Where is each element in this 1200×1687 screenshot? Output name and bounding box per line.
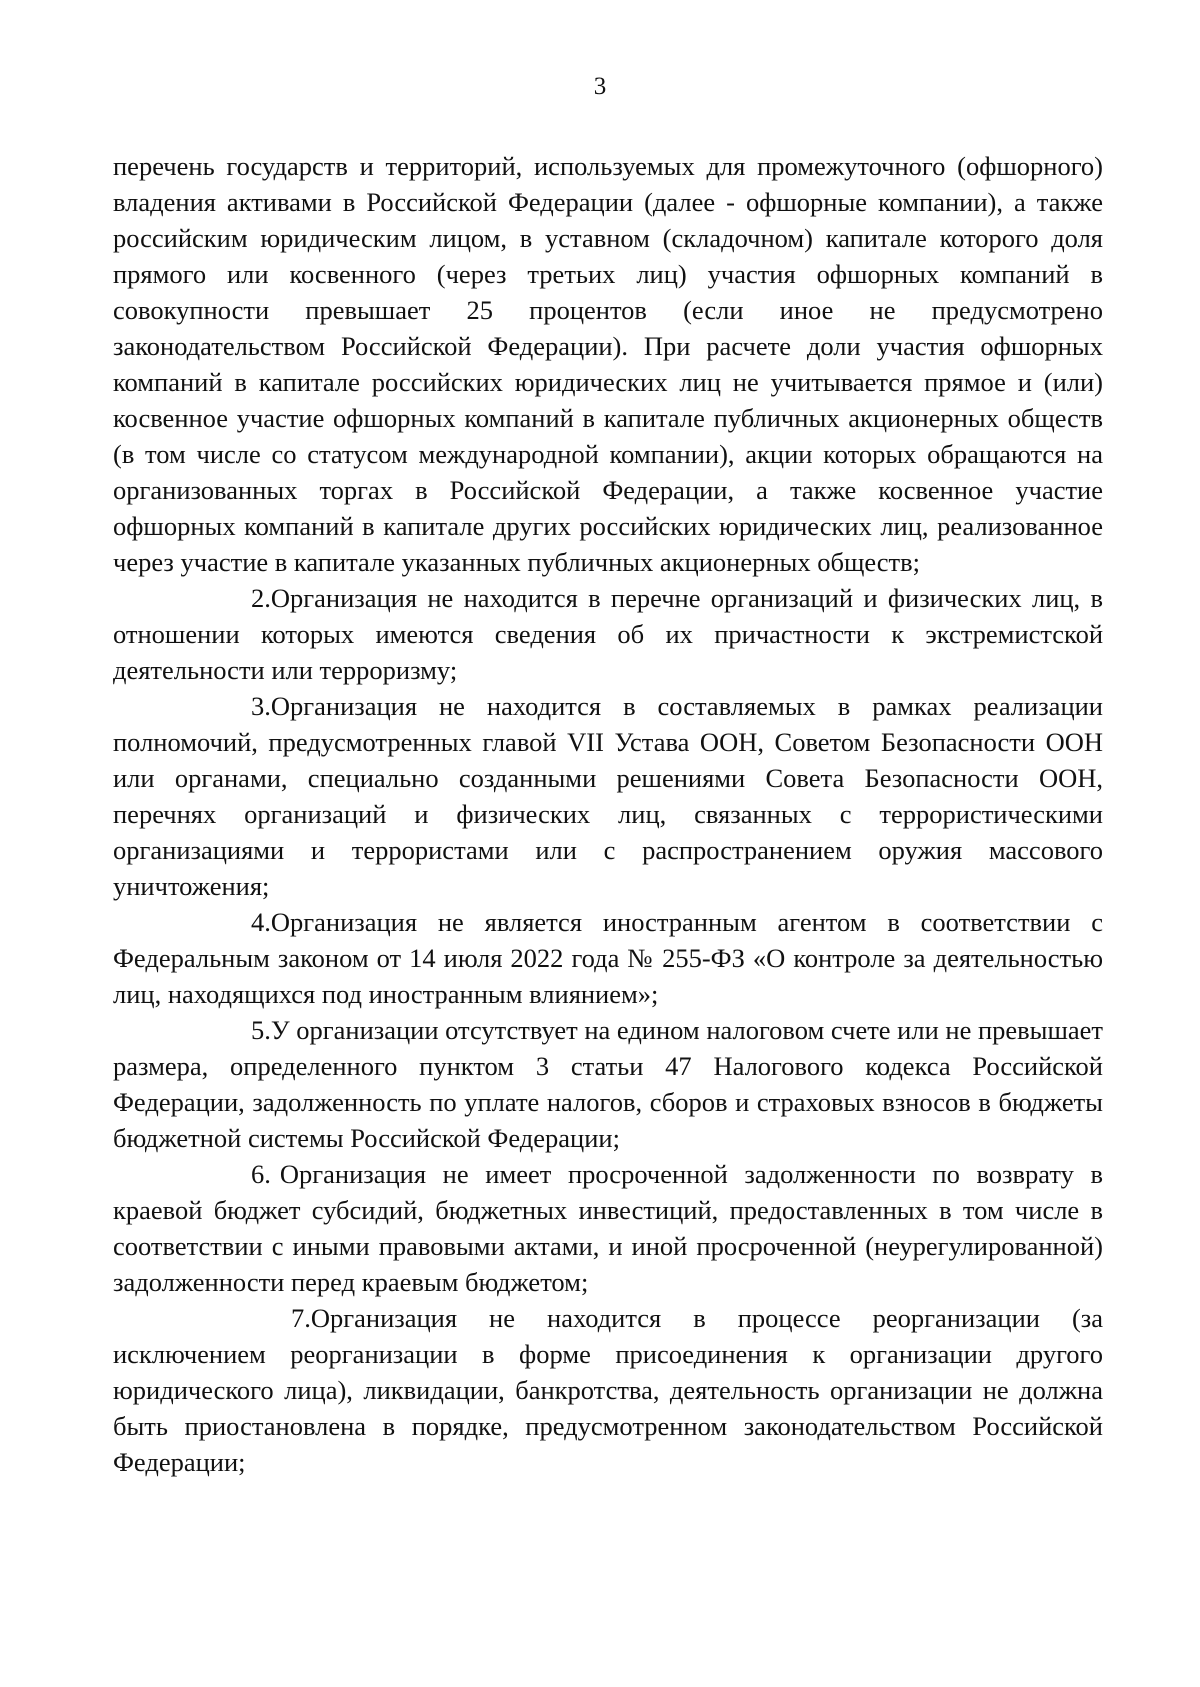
item-number: 4. bbox=[251, 907, 271, 937]
item-number: 7. bbox=[291, 1303, 311, 1333]
item-text: Организация не находится в процессе реорганизации (за исключением реорганизации в форме присоединения к организации другого юридического лица), ликвидации, банкротства, деятельность организации не должна быть приостановлена в порядке, предусмотренном законодательством Российской Федерации; bbox=[113, 1303, 1103, 1477]
item-number: 3. bbox=[251, 691, 271, 721]
list-item-6 bbox=[113, 1156, 1103, 1300]
document-body bbox=[113, 148, 1103, 1480]
item-number: 6. bbox=[251, 1159, 271, 1189]
item-number: 2. bbox=[251, 583, 271, 613]
item-text: Организация не является иностранным агентом в соответствии с Федеральным законом от 14 июля 2022 года № 255-ФЗ «О контроле за деятельностью лиц, находящихся под иностранным влиянием»; bbox=[113, 907, 1103, 1009]
list-item-7 bbox=[113, 1300, 1103, 1480]
item-text: Организация не находится в перечне организаций и физических лиц, в отношении которых имеются сведения об их причастности к экстремистской деятельности или терроризму; bbox=[113, 583, 1103, 685]
list-item-4 bbox=[113, 904, 1103, 1012]
item-text: Организация не имеет просроченной задолженности по возврату в краевой бюджет субсидий, бюджетных инвестиций, предоставленных в том числе в соответствии с иными правовыми актами, и иной просроченной (неурегулированной) задолженности перед краевым бюджетом; bbox=[113, 1159, 1103, 1297]
page-number: 3 bbox=[593, 73, 607, 100]
item-text: Организация не находится в составляемых в рамках реализации полномочий, предусмотренных главой VII Устава ООН, Советом Безопасности ООН или органами, специально созданными решениями Совета Безопасности ООН, перечнях организаций и физических лиц, связанных с террористическими организациями и террористами или с распространением оружия массового уничтожения; bbox=[113, 691, 1103, 901]
item-number: 5. bbox=[251, 1015, 271, 1045]
list-item-5 bbox=[113, 1012, 1103, 1156]
list-item-3 bbox=[113, 688, 1103, 904]
intro-paragraph: перечень государств и территорий, используемых для промежуточного (офшорного) владения активами в Российской Федерации (далее - офшорные компании), а также российским юридическим лицом, в уставном (складочном) капитале которого доля прямого или косвенного (через третьих лиц) участия офшорных компаний в совокупности превышает 25 процентов (если иное не предусмотрено законодательством Российской Федерации). При расчете доли участия офшорных компаний в капитале российских юридических лиц не учитывается прямое и (или) косвенное участие офшорных компаний в капитале публичных акционерных обществ (в том числе со статусом международной компании), акции которых обращаются на организованных торгах в Российской Федерации, а также косвенное участие офшорных компаний в капитале других российских юридических лиц, реализованное через участие в капитале указанных публичных акционерных обществ; bbox=[113, 151, 1103, 577]
item-text: У организации отсутствует на едином налоговом счете или не превышает размера, определенного пунктом 3 статьи 47 Налогового кодекса Российской Федерации, задолженность по уплате налогов, сборов и страховых взносов в бюджеты бюджетной системы Российской Федерации; bbox=[113, 1015, 1103, 1153]
list-item-2 bbox=[113, 580, 1103, 688]
